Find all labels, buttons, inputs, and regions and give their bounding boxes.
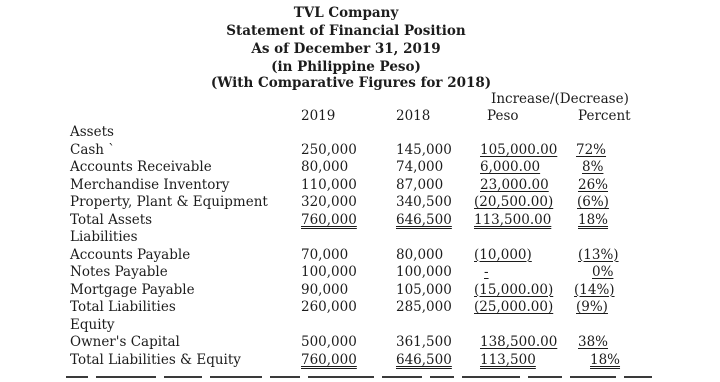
value-2018: 285,000	[396, 299, 452, 315]
value-percent: 0%	[592, 264, 614, 280]
value-peso: (15,000.00)	[474, 281, 554, 298]
value-percent: 18%	[578, 211, 609, 228]
increase-decrease-header: Increase/(Decrease)	[491, 91, 629, 107]
value-2019: 760,000	[301, 351, 357, 368]
value-percent: 38%	[578, 334, 609, 350]
row-label: Total Liabilities	[70, 299, 176, 315]
value-peso: -	[484, 264, 489, 280]
row-label: Assets	[70, 124, 114, 140]
value-2019: 260,000	[301, 299, 357, 315]
value-2018: 87,000	[396, 176, 444, 193]
value-percent: (9%)	[576, 299, 608, 315]
table-row	[0, 334, 720, 352]
row-label: Liabilities	[70, 229, 138, 245]
value-2018: 340,500	[396, 194, 452, 210]
value-2019: 110,000	[301, 176, 357, 193]
value-peso: 6,000.00	[480, 159, 541, 175]
statement-date: As of December 31, 2019	[251, 41, 441, 57]
table-row	[0, 194, 720, 212]
statement-title: Statement of Financial Position	[226, 23, 466, 39]
table-row	[0, 124, 720, 142]
table-row	[0, 352, 720, 370]
value-2018: 80,000	[396, 246, 444, 263]
row-label: Merchandise Inventory	[70, 176, 230, 193]
year-2019-header: 2019	[301, 108, 336, 124]
currency-note: (in Philippine Peso)	[271, 59, 421, 75]
peso-header: Peso	[487, 108, 519, 124]
value-2019: 500,000	[301, 334, 357, 350]
value-2018: 100,000	[396, 264, 452, 280]
row-label: Total Assets	[70, 211, 153, 228]
row-label: Mortgage Payable	[70, 281, 195, 298]
row-label: Accounts Payable	[70, 246, 191, 263]
row-label: Equity	[70, 316, 115, 333]
value-percent: 8%	[582, 159, 604, 175]
row-label: Property, Plant & Equipment	[70, 194, 268, 210]
value-percent: 26%	[578, 176, 609, 193]
year-2018-header: 2018	[396, 108, 431, 124]
value-percent: (13%)	[578, 246, 619, 263]
value-2018: 646,500	[396, 351, 452, 368]
value-percent: 72%	[576, 141, 607, 158]
table-row	[0, 299, 720, 317]
value-2018: 646,500	[396, 211, 452, 228]
value-peso: (20,500.00)	[474, 194, 554, 210]
row-label: Notes Payable	[70, 264, 168, 280]
value-2018: 74,000	[396, 159, 444, 175]
value-2019: 90,000	[301, 281, 349, 298]
value-percent: 18%	[590, 351, 621, 368]
value-peso: 23,000.00	[480, 176, 549, 193]
value-2019: 80,000	[301, 159, 349, 175]
table-row	[0, 264, 720, 282]
value-2018: 145,000	[396, 141, 452, 158]
row-label: Accounts Receivable	[70, 159, 212, 175]
value-percent: (6%)	[577, 194, 609, 210]
table-row	[0, 317, 720, 335]
value-peso: (10,000)	[474, 246, 532, 263]
table-row	[0, 229, 720, 247]
value-2018: 361,500	[396, 334, 452, 350]
table-row	[0, 212, 720, 230]
value-2018: 105,000	[396, 281, 452, 298]
table-row	[0, 159, 720, 177]
value-peso: 113,500.00	[474, 211, 552, 228]
value-percent: (14%)	[574, 281, 615, 298]
row-label: Total Liabilities & Equity	[70, 351, 241, 368]
table-row	[0, 142, 720, 160]
table-row	[0, 177, 720, 195]
row-label: Cash `	[70, 141, 116, 158]
value-peso: 138,500.00	[480, 334, 558, 350]
comparative-note: (With Comparative Figures for 2018)	[210, 75, 492, 91]
value-2019: 760,000	[301, 211, 357, 228]
value-2019: 250,000	[301, 141, 357, 158]
percent-header: Percent	[578, 108, 631, 124]
row-label: Owner's Capital	[70, 334, 180, 350]
table-row	[0, 282, 720, 300]
table-row	[0, 247, 720, 265]
value-2019: 70,000	[301, 246, 349, 263]
cropped-text-line	[66, 376, 706, 382]
value-peso: 105,000.00	[480, 141, 558, 158]
value-peso: (25,000.00)	[474, 299, 554, 315]
value-peso: 113,500	[480, 351, 536, 368]
company-name: TVL Company	[293, 5, 399, 21]
value-2019: 320,000	[301, 194, 357, 210]
value-2019: 100,000	[301, 264, 357, 280]
